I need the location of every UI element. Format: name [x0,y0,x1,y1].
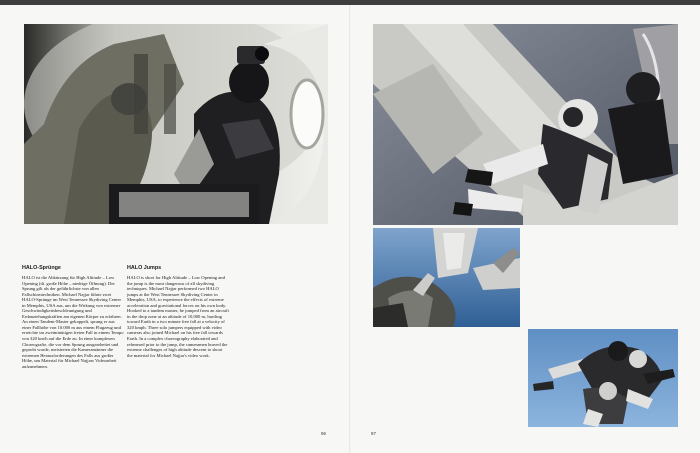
english-body-text: HALO is short for High Altitude – Low Opening and the jump is the most dangerous of all skydiving techniques. Michael Najjar performed two HALO jumps at the West Tennessee Skydiving Center in Memphis, USA, to experience the effects of extreme acceleration and gravitational forces on his own body. Hooked to a tandem master, he jumped from an aircraft in the drop zone at an altitude of 10,000 m, hurtling toward Earth in a two minute free fall at a velocity of 320 kmph. Three solo jumpers equipped with video cameras also joined Michael on his free fall towards Earth. In a complex choreography elaborated and rehearsed prior to the jump, the cameramen braved the extreme challenges of high altitude descent to shoot the material for Michael Najjar's video work. [127,275,229,358]
page-gutter [349,5,351,453]
german-text-column [22,265,124,369]
photo-freefall-large [373,24,678,225]
photo-plane-interior [24,24,328,224]
german-heading: HALO-Sprünge [22,265,61,271]
english-heading: HALO Jumps [127,265,162,271]
english-text-column [127,265,229,358]
magazine-spread [0,5,700,453]
photo-tandem-group [528,329,678,427]
page-number-right: 97 [371,431,376,436]
photo-freefall-small [373,228,520,327]
page-number-left: 96 [321,431,326,436]
german-body-text: HALO ist die Abkürzung für High Altitude – Low Opening (dt. große Höhe – niedrige Öffnung). Der Sprung gilt als der gefährlichste von allen Fallschirmtechniken. Michael Najjar führte zwei HALO-Sprünge im West Tennessee Skydiving Center in Memphis, USA aus, um die Wirkung von extremer Geschwindigkeitsbeschleunigung und Erdanziehungskräften am eigenen Körper zu erfahren. An einen Tandem-Master gekoppelt, sprang er aus einer Fallhöhe von 10.000 m aus einem Flugzeug und erreichte im zweiminütigen freien Fall in einem Tempo von 320 km/h auf die Erde zu. In einer komplexen Choreografie, die vor dem Sprung ausgearbeitet und geprobt wurde, meisterten die Kameramänner die extremen Herausforderungen des Falls aus großer Höhe, um Material für Michael Najjars Videoarbeit aufzunehmen. [22,275,124,369]
